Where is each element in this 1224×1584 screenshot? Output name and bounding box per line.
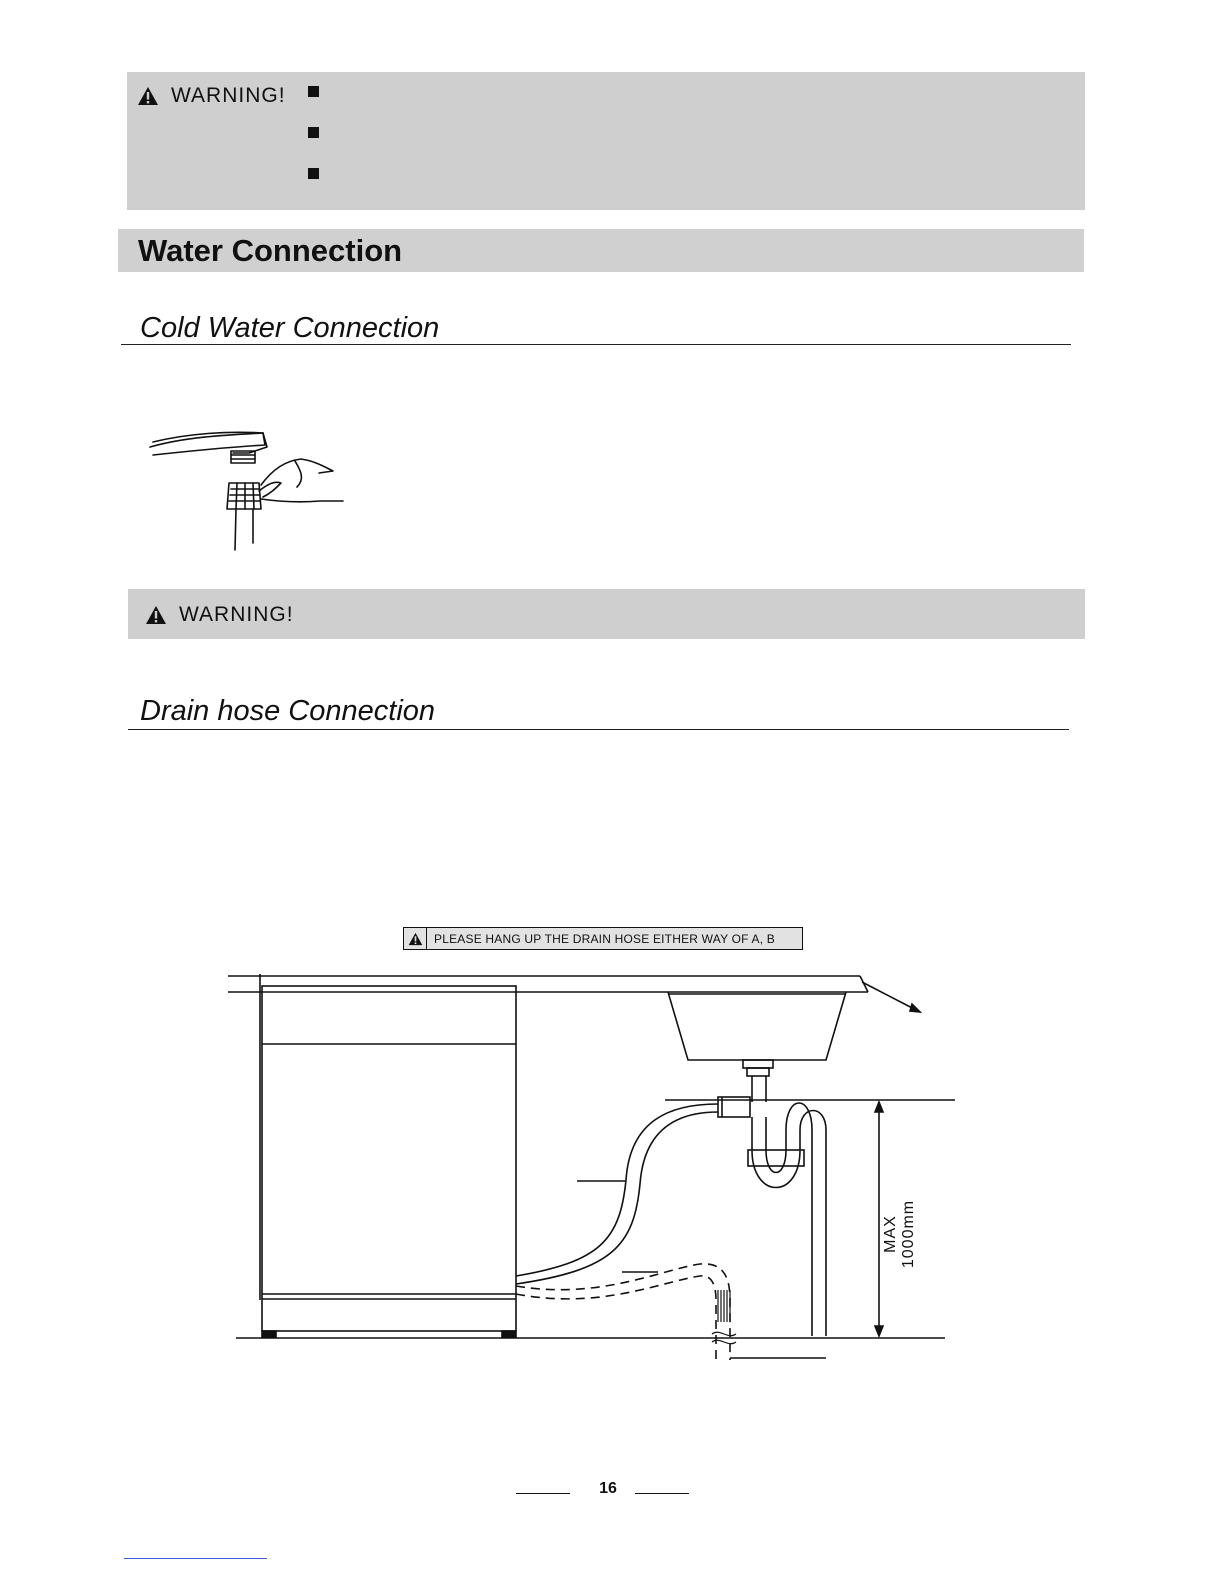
warning-triangle-icon xyxy=(145,605,167,625)
warning-heading xyxy=(145,603,294,627)
footer-line xyxy=(124,1558,267,1559)
max-height-label: MAX 1000mm xyxy=(882,1199,917,1269)
faucet-hose-illustration xyxy=(145,425,355,555)
section-title: Water Connection xyxy=(138,233,403,268)
warning-bullet xyxy=(308,127,319,138)
sink-basin xyxy=(668,992,846,1060)
warning-bullet xyxy=(308,168,319,179)
warning-heading xyxy=(137,84,286,108)
subsection-title-cold-water: Cold Water Connection xyxy=(140,312,440,344)
warning-box-middle xyxy=(128,589,1085,639)
section-band-water-connection xyxy=(118,229,1084,272)
page-number-rule-left xyxy=(516,1493,570,1494)
warning-box-top xyxy=(127,72,1085,210)
drain-hose-option-a xyxy=(516,1104,718,1276)
divider xyxy=(121,344,1071,345)
warning-label: WARNING! xyxy=(179,603,294,626)
drain-hose-banner xyxy=(403,927,803,950)
warning-bullet xyxy=(308,86,319,97)
subsection-title-drain-hose: Drain hose Connection xyxy=(140,695,436,727)
dishwasher-body xyxy=(262,986,516,1331)
drain-installation-diagram xyxy=(0,960,1224,1380)
warning-triangle-icon xyxy=(137,86,159,106)
page-number-rule-right xyxy=(635,1493,689,1494)
divider xyxy=(128,729,1069,730)
trap-nut xyxy=(748,1150,804,1166)
banner-text: PLEASE HANG UP THE DRAIN HOSE EITHER WAY OF A, B xyxy=(434,931,776,946)
warning-triangle-icon xyxy=(404,928,427,949)
page-number: 16 xyxy=(599,1480,617,1497)
warning-label: WARNING! xyxy=(171,84,286,107)
